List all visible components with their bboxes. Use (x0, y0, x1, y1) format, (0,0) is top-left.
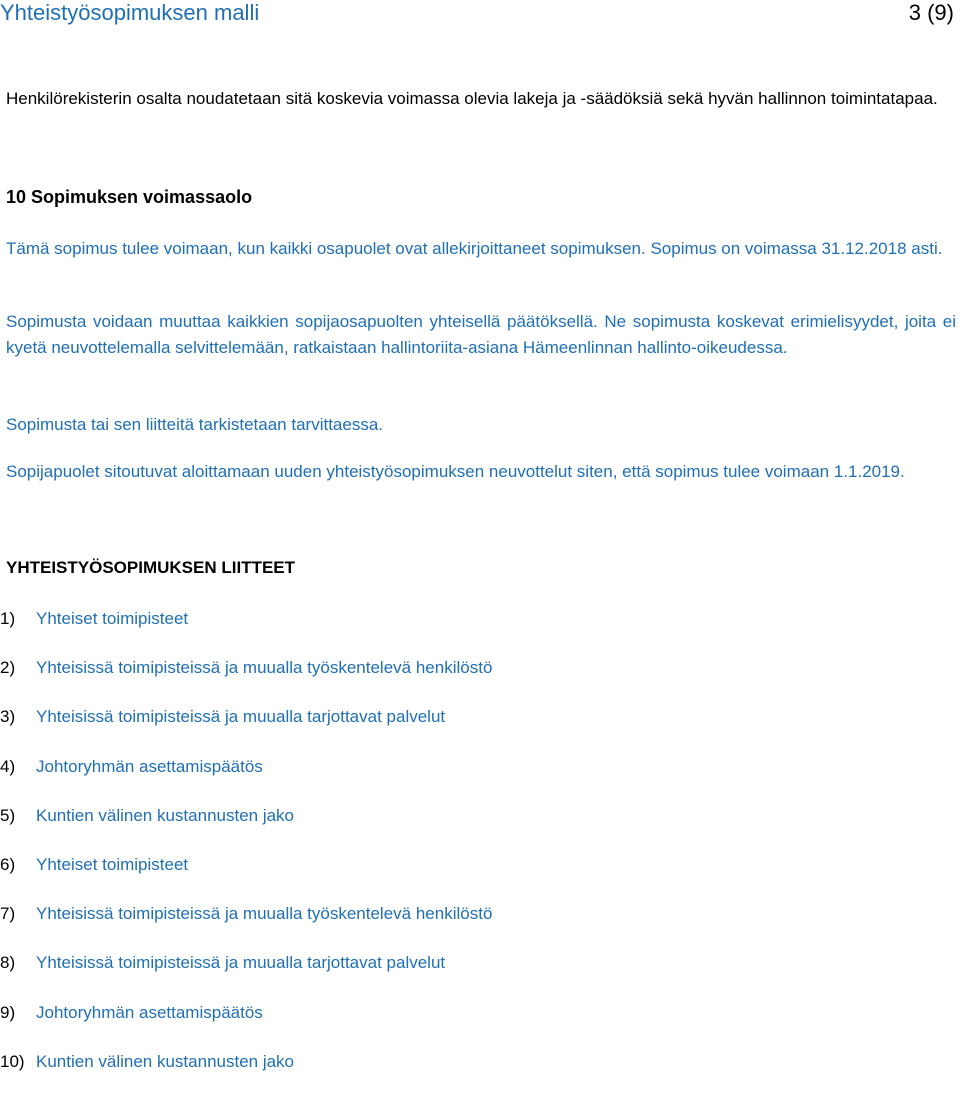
list-item-label: Yhteisissä toimipisteissä ja muualla tarjottavat palvelut (36, 707, 446, 727)
list-item-label: Yhteiset toimipisteet (36, 609, 189, 628)
list-item-label: Yhteisissä toimipisteissä ja muualla työskentelevä henkilöstö (36, 904, 493, 924)
list-item (0, 1049, 960, 1098)
paragraph-voimaantulo: Tämä sopimus tulee voimaan, kun kaikki osapuolet ovat allekirjoittaneet sopimuksen. Sopimus on voimassa 31.12.2018 asti. (6, 239, 943, 258)
list-item (0, 803, 960, 852)
list-item-number: 5) (0, 805, 16, 825)
list-item-number: 4) (0, 756, 16, 776)
list-item (0, 754, 960, 803)
list-item-number: 9) (0, 1002, 16, 1022)
list-item-label: Kuntien välinen kustannusten jako (36, 805, 295, 825)
annex-list (0, 606, 960, 1098)
list-item-number: 7) (0, 904, 16, 924)
document-title: Yhteistyösopimuksen malli (0, 0, 260, 25)
page-number: 3 (9) (908, 0, 954, 25)
paragraph-uusi-sopimus: Sopijapuolet sitoutuvat aloittamaan uuden yhteistyösopimuksen neuvottelut siten, että sopimus tulee voimaan 1.1.2019. (6, 462, 905, 481)
list-item-label: Yhteiset toimipisteet (36, 854, 189, 874)
list-item-number: 10) (0, 1051, 25, 1071)
annexes-heading: YHTEISTYÖSOPIMUKSEN LIITTEET (6, 558, 296, 577)
paragraph-tarkistus: Sopimusta tai sen liitteitä tarkistetaan tarvittaessa. (6, 415, 384, 434)
list-item-number: 8) (0, 953, 16, 973)
section-heading-voimassaolo: 10 Sopimuksen voimassaolo (6, 187, 253, 207)
list-item-label: Yhteisissä toimipisteissä ja muualla työskentelevä henkilöstö (36, 658, 493, 678)
intro-paragraph: Henkilörekisterin osalta noudatetaan sitä koskevia voimassa olevia lakeja ja -säädöksiä sekä hyvän hallinnon toimintatapaa. (6, 89, 938, 108)
list-item (0, 1000, 960, 1049)
list-item-number: 6) (0, 854, 16, 874)
list-item (0, 852, 960, 901)
list-item-label: Johtoryhmän asettamispäätös (36, 1002, 263, 1022)
list-item-label: Yhteisissä toimipisteissä ja muualla tarjottavat palvelut (36, 953, 446, 973)
page-header (0, 0, 960, 34)
list-item-label: Johtoryhmän asettamispäätös (36, 756, 263, 776)
list-item-number: 3) (0, 707, 16, 727)
list-item-number: 1) (0, 609, 16, 628)
list-item (0, 704, 960, 753)
list-item-label: Kuntien välinen kustannusten jako (36, 1051, 295, 1071)
paragraph-muuttaminen: Sopimusta voidaan muuttaa kaikkien sopijaosapuolten yhteisellä päätöksellä. Ne sopimusta koskevat erimielisyydet, joita ei kyetä neuvottelemalla selvittelemään, ratkaistaan hallintoriita-asiana Hämeenlinnan hallinto-oikeudessa. (6, 312, 956, 357)
list-item (0, 655, 960, 704)
list-item (0, 950, 960, 999)
list-item (0, 901, 960, 950)
list-item-number: 2) (0, 658, 16, 678)
list-item (0, 606, 960, 655)
